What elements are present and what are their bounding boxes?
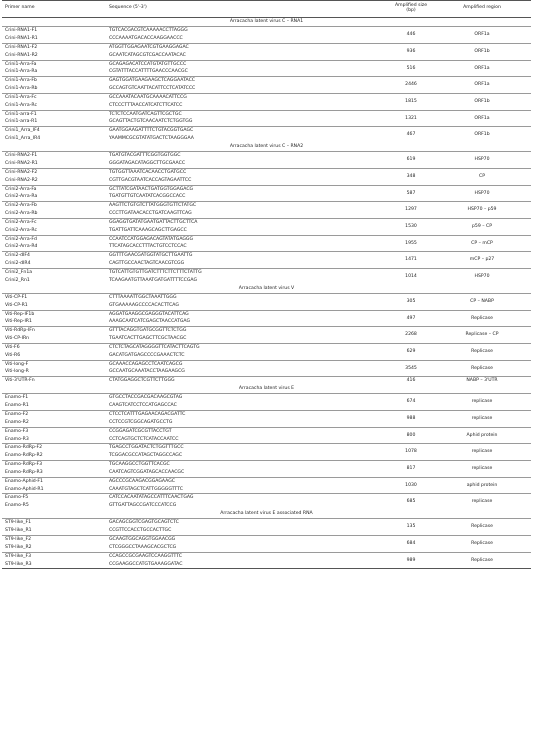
amplified-size: 684 — [406, 541, 416, 547]
amplified-size: 2268 — [405, 332, 417, 338]
primer-pair — [2, 394, 531, 410]
primer-sequence: TGAGCCTGGATACTCTGGTTTGCC — [109, 445, 184, 451]
amplified-region: Replicase — [471, 557, 493, 563]
primer-name: Enamo-R1 — [5, 403, 29, 409]
section-title: Arracacha latent virus V — [2, 285, 531, 294]
header-sequence: Sequence (5'-3') — [109, 5, 147, 10]
primer-name: Crini-RNA1-R2 — [5, 52, 38, 58]
amplified-region: HSP70 — [474, 190, 490, 196]
primer-sequence: AGCCCGCAAGACGGAGAAGC — [109, 478, 176, 484]
primer-name: Crini1-Arra-Fb — [5, 78, 37, 84]
primer-pair — [2, 152, 531, 168]
primer-name: Crini2-Arra-Fc — [5, 219, 37, 225]
primer-name: Enamo-RdRp-F2 — [5, 445, 43, 451]
primer-pair — [2, 427, 531, 444]
primer-pair — [2, 251, 531, 268]
amplified-region: mCP – p27 — [469, 257, 495, 263]
table-bottom-rule — [2, 568, 531, 569]
primer-name: Viti-F6 — [5, 344, 20, 350]
primer-name: Crini1_Arra_IR4 — [5, 136, 41, 142]
amplified-size: 629 — [406, 348, 416, 354]
primer-name: Viti-CP-R1 — [5, 302, 28, 308]
primer-sequence: CCTCCGTCGGCAGATGCCTG — [109, 419, 173, 425]
primer-sequence: GCTTATCGATAACTGATGGTGGAGACG — [109, 186, 194, 192]
amplified-region: CP — [479, 173, 485, 179]
primer-sequence: CAAATGTAGCTCATTGGGGGTTTC — [109, 486, 183, 492]
amplified-region: ORF1a — [474, 115, 490, 121]
primer-sequence: YAAMMCGCGTATATGACTCTAAGGGAA — [109, 136, 194, 142]
amplified-size: 1815 — [405, 98, 417, 104]
amplified-size: 467 — [406, 132, 416, 138]
amplified-size: 348 — [406, 173, 416, 179]
amplified-region: Replicase – CP — [465, 332, 499, 338]
primer-sequence: CCAATCCATGGAGACAGTATATGAGGG — [109, 236, 194, 242]
primer-sequence: TTCATAGCACCTTTACTGTCCTCCAC — [109, 244, 187, 250]
primer-name: Crini2-Arra-Fa — [5, 186, 37, 192]
primer-sequence: CTCGGGCCTAAAGCACGCTCG — [109, 544, 177, 550]
primer-name: ST9-like_R2 — [5, 544, 32, 550]
primer-sequence: AGGATGAAGGCGAGGGTACATTCAG — [109, 311, 189, 317]
amplified-region: Aphid protein — [466, 432, 498, 438]
primer-sequence: TGAATCACTTGAGCTTCGCTAACGC — [109, 336, 187, 342]
primer-name: Enamo-R3 — [5, 436, 29, 442]
primer-name: Crini-RNA2-R1 — [5, 161, 38, 167]
primer-sequence: TCGGACGCCATAGCTAGGCCAGC — [109, 453, 183, 459]
primer-pair — [2, 493, 531, 510]
primer-pair — [2, 168, 531, 185]
primer-sequence: GACATGATGAGCCCCGAAACTCTC — [109, 352, 185, 358]
amplified-region: ORF1b — [474, 132, 490, 138]
primer-sequence: CCGAAGGCCATGTGAAAGGATAC — [109, 561, 183, 567]
primer-name: Enamo-Aphid-F1 — [5, 478, 43, 484]
amplified-region: CP – mCP — [471, 240, 493, 246]
primer-sequence: TGATTGATTCAAAGCAGCTTGAGCC — [109, 227, 187, 233]
primer-pair — [2, 443, 531, 460]
amplified-region: ORF1b — [474, 98, 490, 104]
amplified-region: NABP – 3'UTR — [466, 378, 498, 384]
primer-sequence: AAGTTCTGTGTCTTATGGGTGTTCTATGC — [109, 203, 197, 209]
header-primer-name: Primer name — [5, 5, 35, 10]
primer-name: Enamo-R2 — [5, 419, 29, 425]
primer-sequence: GCAATCATAGCGTCGACCAATACAC — [109, 52, 186, 58]
primer-pair — [2, 27, 531, 43]
primer-name: Viti-CP-IRn — [5, 336, 30, 342]
primer-sequence: GGAGGTGATATGAATGATTACTTGCTTCA — [109, 219, 198, 225]
primer-sequence: TGCAAGGCCTGGTTCACGC — [109, 462, 170, 468]
primer-pair — [2, 519, 531, 535]
amplified-size: 2446 — [405, 82, 417, 88]
primer-name: ST9-like_F1 — [5, 520, 32, 526]
primer-pair — [2, 110, 531, 127]
primer-name: Crini1_Arra_IF4 — [5, 128, 40, 134]
primer-pair — [2, 410, 531, 427]
amplified-region: HSP70 — [474, 157, 490, 163]
amplified-size: 1955 — [405, 240, 417, 246]
primer-sequence: TGTCATTGTGTTGATCTTTCTTCTTTCTATTG — [109, 270, 202, 275]
primer-name: Crini2-dIR4 — [5, 261, 31, 267]
primer-pair — [2, 126, 531, 143]
primer-name: ST9-like_F2 — [5, 537, 32, 543]
primer-sequence: GCAAACCAGAGCCTCAATCAGCG — [109, 361, 183, 367]
amplified-size: 1030 — [405, 482, 417, 488]
amplified-size: 989 — [406, 557, 416, 563]
table-body — [2, 18, 531, 568]
primer-pair — [2, 376, 531, 385]
primer-name: Viti-Rep-IR1 — [5, 319, 32, 325]
amplified-region: HSP70 — [474, 274, 490, 279]
primer-pair — [2, 218, 531, 235]
table-header — [2, 0, 531, 18]
primer-pair — [2, 535, 531, 552]
primer-sequence: GGTTTGAACGATGGTATGCTTGAATTG — [109, 253, 193, 259]
amplified-size: 619 — [406, 157, 416, 163]
header-size-line1: Amplified size — [394, 2, 428, 8]
primer-name: Viti-Rep-IF1b — [5, 311, 35, 317]
primer-sequence: CAAGTCATCCTCCATGAGCCAC — [109, 403, 177, 409]
amplified-region: ORF1a — [474, 82, 490, 88]
primer-name: Viti-long-R — [5, 369, 29, 375]
primer-sequence: CTATGGAGGCTCGTTCTTGGG — [109, 378, 175, 384]
amplified-size: 800 — [406, 432, 416, 438]
primer-sequence: ATGGTTGGAGAATCGTGAAGGAGAC — [109, 44, 189, 50]
amplified-region: replicase — [471, 399, 493, 405]
primer-pair — [2, 294, 531, 310]
amplified-region: HSP70 – p59 — [467, 207, 497, 213]
amplified-size: 817 — [406, 466, 416, 472]
primer-name: Viti-RdRp-IFn — [5, 328, 35, 334]
primer-pair — [2, 43, 531, 60]
primer-name: Crini2_Fn1a — [5, 270, 33, 275]
amplified-size: 446 — [406, 32, 416, 38]
section-title: Arracacha latent virus C – RNA1 — [2, 18, 531, 27]
primer-sequence: GCCAAATACAATGCAAAACATTCCG — [109, 94, 187, 100]
primer-pair — [2, 310, 531, 327]
primer-name: Crini2-Arra-Rc — [5, 227, 38, 233]
amplified-size: 1530 — [405, 223, 417, 229]
amplified-region: replicase — [471, 416, 493, 422]
primer-name: Enamo-F5 — [5, 495, 29, 501]
primer-sequence: CCGTTCCACCTGCCACTTGC — [109, 528, 172, 534]
primer-sequence: GTTGATTAGCCGATCCCATCCG — [109, 503, 177, 509]
primer-name: Crini2-Arra-Fb — [5, 203, 37, 209]
primer-pair — [2, 360, 531, 377]
primer-name: Enamo-RdRp-R2 — [5, 453, 43, 459]
amplified-region: p59 – CP — [472, 223, 492, 229]
amplified-size: 1297 — [405, 207, 417, 213]
amplified-region: aphid protein — [466, 482, 498, 488]
primer-pair — [2, 93, 531, 110]
amplified-size: 135 — [406, 524, 416, 530]
primer-name: Crini1-Arra-Fc — [5, 94, 37, 100]
primer-name: ST9-like_R1 — [5, 528, 32, 534]
primer-sequence: CAGTTGCCAACTAGTCAACGTCGG — [109, 261, 185, 267]
primer-sequence: TCTCTCCAATGATCAGTTCGCTGC — [109, 111, 182, 117]
primer-pair — [2, 60, 531, 77]
primer-name: Crini1-arra-F1 — [5, 111, 37, 117]
primer-sequence: CGTATTTACCATTTTGAACCCAACGC — [109, 69, 188, 75]
section-title: Arracacha latent virus E associated RNA — [2, 510, 531, 519]
primer-name: Enamo-R5 — [5, 503, 29, 509]
primer-pair — [2, 185, 531, 202]
amplified-size: 1014 — [405, 274, 417, 279]
amplified-size: 587 — [406, 190, 416, 196]
primer-name: Crini1-Arra-Rb — [5, 86, 38, 92]
primer-name: Viti-long-F — [5, 361, 29, 367]
primer-pair — [2, 201, 531, 218]
primer-table — [2, 0, 531, 569]
amplified-region: Replicase — [471, 524, 493, 530]
amplified-size: 416 — [406, 378, 416, 384]
amplified-size: 497 — [406, 315, 416, 321]
primer-sequence: AAAGCAATCATCGAGCTAACCATGAG — [109, 319, 191, 325]
primer-pair — [2, 326, 531, 343]
primer-pair — [2, 268, 531, 285]
primer-name: Crini2-Arra-Rb — [5, 211, 38, 217]
primer-name: Enamo-F1 — [5, 395, 29, 401]
amplified-region: replicase — [471, 466, 493, 472]
primer-pair — [2, 552, 531, 569]
section-title: Arracacha latent virus E — [2, 385, 531, 394]
primer-name: Viti-3'UTR-Fn — [5, 378, 35, 384]
primer-sequence: TGTCACGACGTCAAAAACCTTAGGG — [109, 28, 188, 34]
amplified-region: replicase — [471, 449, 493, 455]
primer-name: Crini1-Arra-Fa — [5, 61, 37, 67]
primer-name: Crini-RNA2-F2 — [5, 169, 38, 175]
header-amplified-size — [388, 3, 434, 13]
amplified-region: replicase — [471, 499, 493, 505]
primer-name: Crini1-Arra-Rc — [5, 102, 38, 108]
primer-sequence: CAATCAGTCGGATAGCACCAACGC — [109, 469, 185, 475]
primer-pair — [2, 477, 531, 494]
primer-name: Crini-RNA2-F1 — [5, 153, 38, 159]
primer-name: Crini2-Arra-Rd — [5, 244, 38, 250]
primer-name: Crini2-Arra-Ra — [5, 194, 38, 200]
primer-sequence: TCAAGAATGTTAAATGATGATTTTCCGAG — [109, 277, 198, 283]
amplified-size: 305 — [406, 298, 416, 304]
primer-name: Crini-RNA1-R1 — [5, 36, 38, 42]
primer-name: Enamo-RdRp-F3 — [5, 462, 43, 468]
primer-name: Enamo-F3 — [5, 428, 29, 434]
primer-sequence: GCCAATGCAAATACCTAAGAAGCG — [109, 369, 185, 375]
amplified-region: Replicase — [471, 541, 493, 547]
primer-sequence: GAATGGAAGATTTTCTGTACGGTGAGC — [109, 128, 194, 134]
primer-sequence: CCGGAGATCGCGTTACCTGT — [109, 428, 172, 434]
primer-sequence: CCCAAAATGACACCAAGGAACCC — [109, 36, 183, 42]
amplified-region: Replicase — [471, 315, 493, 321]
primer-name: Viti-R6 — [5, 352, 21, 358]
amplified-size: 1471 — [405, 257, 417, 263]
primer-sequence: CCCTTGATAACACCTGATCAAGTTCAG — [109, 211, 192, 217]
amplified-region: Replicase — [471, 365, 493, 371]
primer-sequence: TGATGTTGTCAATATCACGGCCACC — [109, 194, 186, 200]
primer-pair — [2, 76, 531, 93]
primer-sequence: GTGAAAAAGCCCCACACTTCAG — [109, 302, 179, 308]
amplified-region: CP – NABP — [470, 298, 494, 304]
amplified-size: 674 — [406, 399, 416, 405]
primer-name: ST9-like_R3 — [5, 561, 32, 567]
amplified-size: 516 — [406, 65, 416, 71]
primer-pair — [2, 343, 531, 360]
primer-sequence: TGTGGTTAAATCACAACCTGATGCC — [109, 169, 187, 175]
primer-sequence: CCTCAGTGCTCTCATACCAATCC — [109, 436, 179, 442]
primer-sequence: CTCTCTAGCATAGGGGTTCATACTTCAGTG — [109, 344, 200, 350]
primer-sequence: GCAGTTACTGTCAACAATCTCTGGTGG — [109, 119, 193, 125]
primer-sequence: CTCCTCATTTGAGAACAGACGATTC — [109, 412, 186, 418]
amplified-region: ORF1a — [474, 65, 490, 71]
amplified-region: ORF1a — [474, 32, 490, 38]
primer-sequence: GCAAGTGGCAGGTGGAACGG — [109, 537, 176, 543]
amplified-size: 685 — [406, 499, 416, 505]
primer-name: Enamo-Aphid-R1 — [5, 486, 44, 492]
primer-name: Enamo-F2 — [5, 412, 29, 418]
primer-sequence: TGATGTACGATTTCGGTGGTGGC — [109, 153, 181, 159]
primer-name: Crini1-arra-R1 — [5, 119, 38, 125]
primer-pair — [2, 235, 531, 252]
primer-sequence: GAGTGGATGAAGAAGCTCAGGAATACC — [109, 78, 195, 84]
primer-sequence: GTGCCTACCGACGACAAGCGTAG — [109, 395, 183, 401]
primer-sequence: GCAGAGACATCCATGTATGTTGCCC — [109, 61, 187, 67]
primer-sequence: CTCCCTTTAACCATCATCTTCATCC — [109, 102, 183, 108]
header-size-line2: (bp) — [406, 7, 416, 13]
section-title: Arracacha latent virus C – RNA2 — [2, 143, 531, 152]
primer-sequence: CATCCACAATATAGCCATTTCAACTGAG — [109, 495, 194, 501]
primer-sequence: CTTTAAAATTGGCTAAATTGGG — [109, 294, 177, 300]
primer-name: Crini-RNA1-F1 — [5, 28, 38, 34]
primer-name: Crini-RNA1-F2 — [5, 44, 38, 50]
primer-sequence: GTTTACAGGTGATGCGGTTCTCTGG — [109, 328, 187, 334]
primer-name: Enamo-RdRp-R3 — [5, 469, 43, 475]
primer-name: Viti-CP-F1 — [5, 294, 28, 300]
primer-pair — [2, 460, 531, 477]
primer-name: Crini2_Rn1 — [5, 277, 30, 283]
amplified-size: 1321 — [405, 115, 417, 121]
amplified-size: 936 — [406, 48, 416, 54]
primer-sequence: GGGATAGACATAGGCTTGCGAACC — [109, 161, 186, 167]
amplified-size: 988 — [406, 416, 416, 422]
primer-name: Crini2-dIF4 — [5, 253, 30, 259]
primer-name: ST9-like_F3 — [5, 553, 32, 559]
primer-sequence: CCAGCCGCGAAGTCCAAGGTTTC — [109, 553, 182, 559]
amplified-region: ORF1b — [474, 48, 490, 54]
amplified-size: 1078 — [405, 449, 417, 455]
primer-name: Crini-RNA2-R2 — [5, 177, 38, 183]
primer-sequence: CGTTGACGTAATCACCAGTAGAATTCC — [109, 177, 192, 183]
amplified-region: Replicase — [471, 348, 493, 354]
amplified-size: 3545 — [405, 365, 417, 371]
primer-name: Crini2-Arra-Fd — [5, 236, 37, 242]
primer-sequence: GCCAGTGTCAATTACATTCCTCATATCCC — [109, 86, 196, 92]
header-amplified-region: Amplified region — [463, 5, 501, 10]
primer-name: Crini1-Arra-Ra — [5, 69, 38, 75]
primer-sequence: GACAGCGGTCGAGTGCAGTCTC — [109, 520, 179, 526]
